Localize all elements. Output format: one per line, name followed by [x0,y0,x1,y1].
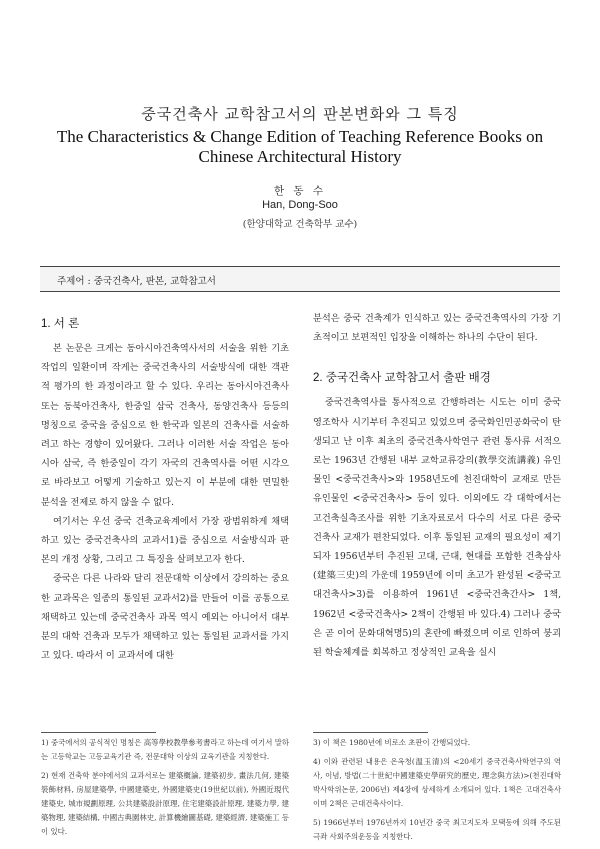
paragraph: 중국은 다른 나라와 달리 전문대학 이상에서 강의하는 중요한 교과목은 일종의 통일된 교과서2)를 만들어 이를 공통으로 채택하고 있는데 중국건축사 과목 역시 예외는 아니어서 대부분의 대학 건축과 모두가 채택하고 있는 통일된 교과서를 가지고 있다. 따라서 이 교과서에 대한 [41,573,289,662]
footnote-rule [41,732,156,733]
footnote: 5) 1966년부터 1976년까지 10년간 중국 최고지도자 모택동에 의해 주도된 극좌 사회주의운동을 지칭한다. [313,818,561,841]
paragraph: 여기서는 우선 중국 건축교육계에서 가장 광범위하게 채택하고 있는 중국건축사의 교과서1)를 중심으로 서술방식과 판본의 개정 상황, 그리고 그 특징을 살펴보고자 한다. [41,515,289,566]
keywords: 주제어 : 중국건축사, 판본, 교학참고서 [57,276,216,287]
section-heading-background: 2. 중국건축사 교학참고서 출판 배경 [313,372,491,385]
paragraph: 본 논문은 크게는 동아시아건축역사서의 서술을 위한 기초 작업의 일환이며 작게는 중국건축사의 서술방식에 대한 객관적 평가의 한 과정이라고 할 수 있다. 우리는 동아시아건축사 또는 동북아건축사, 한중일 삼국 건축사, 동양건축사 등등의 명칭으로 중국을 중심으로 한 한국과 일본의 건축사를 서술하려고 하는 경향이 있어왔다. 그러나 이러한 서술 작업은 동아시아 삼국, 즉 한중일이 각기 자국의 건축역사를 어떤 시각으로 바라보고 어떻게 기술하고 있는지 이 부분에 대한 면밀한 분석을 전제로 하지 않을 수 없다. [41,343,289,508]
right-column [313,309,561,662]
author-korean: 한 동 수 [273,185,327,197]
footnotes-right [313,736,561,849]
author-english: Han, Dong-Soo [262,199,338,211]
left-column [41,309,289,665]
footnote: 3) 이 책은 1980년에 비로소 초판이 간행되었다. [313,738,471,747]
paragraph-continued: 분석은 중국 건축계가 인식하고 있는 중국건축역사의 가장 기초적이고 보편적인 입장을 이해하는 하나의 수단이 된다. [313,313,561,344]
footnote: 4) 이와 관련된 내용은 온옥청(温玉清)의 <20세기 중국건축사학연구의 역사, 이념, 방법(二十世紀中國建築史學研究的歷史, 理念與方法)>(천진대학 박사학위논문, 2006년) 제4장에 상세하게 소개되어 있다. 1책은 고대건축사이며 2책은 근대건축사이다. [313,757,561,808]
footnote: 1) 중국에서의 공식적인 명칭은 高等學校教學參考書라고 하는데 여기서 말하는 고등학교는 고등교육기관 즉, 전문대학 이상의 교육기관을 지칭한다. [41,738,289,761]
title-english: The Characteristics & Change Edition of Teaching Reference Books on Chinese Architectural History [56,127,544,166]
paragraph: 중국건축역사를 통사적으로 간행하려는 시도는 이미 중국영조학사 시기부터 추진되고 있었으며 중국화인민공화국이 탄생되고 난 이후 최초의 중국건축사학연구 관련 통사류 서적으로는 1963년 간행된 내부 교학교류강의(教學交流講義) 유인물인 <중국건축사>와 1958년도에 천진대학이 교재로 만든 유인물인 <중국건축사> 등이 있다. 이외에도 각 대학에서는 고건축실측조사를 위한 기초자료로서 다수의 서로 다른 중국건축사 교재가 편찬되었다. 이후 통일된 교재의 필요성이 제기되자 1956년부터 추진된 고대, 근대, 현대를 포함한 건축삼사(建築三史)의 가운데 1959년에 이미 초고가 완성된 <중국고대건축사>3)를 이용하여 1961년 <중국건축간사> 1책, 1962년 <중국건축사> 2책이 간행된 바 있다.4) 그러나 중국은 곧 이어 문화대혁명5)의 혼란에 빠졌으며 이로 인하여 붕괴된 학술체계를 회복하고 정상적인 교육을 실시 [313,397,561,659]
footnote-rule [313,732,428,733]
section-spacer [313,347,561,363]
section-heading-introduction: 1. 서 론 [41,318,80,330]
title-korean: 중국건축사 교학참고서의 판본변화와 그 특징 [141,105,459,123]
author-affiliation: (한양대학교 건축학부 교수) [242,219,358,230]
footnotes-left [41,736,289,844]
footnote: 2) 현재 건축학 분야에서의 교과서로는 建築概論, 建築初步, 畫法几何, 建築裝飾材料, 房屋建築學, 中國建築史, 外國建築史(19世紀以前), 外國近現代建築史, 城市規劃原理, 公共建築設計原理, 住宅建築設計原理, 建築力學, 建築物理, 建築結構, 中國古典園林史, 計算機繪圖基礎, 建築經濟, 建築施工 등이 있다. [41,771,289,836]
